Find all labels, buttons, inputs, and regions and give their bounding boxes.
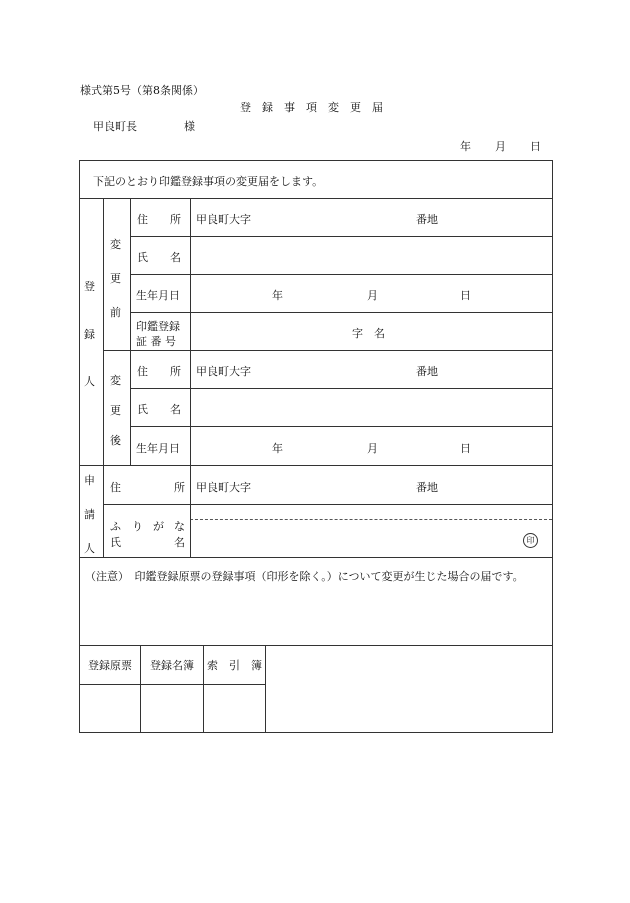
- before-birth-month: 月: [367, 289, 378, 302]
- before-birth-year: 年: [272, 289, 283, 302]
- furigana-dash: [190, 519, 552, 520]
- rule-after-name: [130, 426, 553, 427]
- rule-field-label-right: [190, 198, 191, 558]
- after-name-label: 氏 名: [137, 403, 181, 416]
- date-year-label: 年: [460, 140, 471, 153]
- statement-text: 下記のとおり印鑑登録事項の変更届をします。: [93, 175, 324, 188]
- before-address-suffix: 番地: [416, 213, 438, 226]
- form-number: 様式第5号（第8条関係）: [80, 84, 204, 97]
- seal-mark-icon: 印: [523, 533, 538, 548]
- registrant-label-2: 録: [84, 328, 95, 341]
- office-cell-2[interactable]: [141, 685, 203, 732]
- furigana-char-1: ふ: [110, 520, 121, 533]
- furigana-char-3: が: [153, 520, 164, 533]
- frame-top: [79, 160, 553, 161]
- rule-before-after: [103, 350, 553, 351]
- after-address-suffix: 番地: [416, 365, 438, 378]
- after-birth-day: 日: [460, 442, 471, 455]
- rule-before-address: [130, 236, 553, 237]
- frame-bottom: [79, 732, 553, 733]
- after-birth-month: 月: [367, 442, 378, 455]
- office-cell-3[interactable]: [204, 685, 265, 732]
- before-address-label: 住 所: [137, 213, 181, 226]
- note-text: （注意） 印鑑登録原票の登録事項（印形を除く。）について変更が生じた場合の届です。: [85, 570, 524, 583]
- furigana-char-2: り: [132, 520, 143, 533]
- office-col-index-book: 索 引 簿: [207, 659, 262, 672]
- furigana-char-4: な: [174, 520, 185, 533]
- addressee: 甲良町長: [93, 120, 137, 133]
- applicant-label-3: 人: [84, 542, 95, 555]
- office-col-registration-list: 登録名簿: [150, 659, 194, 672]
- after-birth-label: 生年月日: [136, 442, 180, 455]
- after-address-label: 住 所: [137, 365, 181, 378]
- rule-group-label-right: [103, 198, 104, 558]
- form-title: 登 録 事 項 変 更 届: [240, 101, 383, 114]
- office-cell-1[interactable]: [80, 685, 140, 732]
- applicant-name-label-b: 名: [174, 536, 185, 549]
- seal-cert-label-1: 印鑑登録: [136, 320, 180, 333]
- after-label-3: 後: [110, 434, 121, 447]
- before-label-3: 前: [110, 306, 121, 319]
- applicant-name-label-a: 氏: [110, 536, 121, 549]
- frame-right: [552, 160, 553, 733]
- before-label-2: 更: [110, 272, 121, 285]
- registrant-label-3: 人: [84, 375, 95, 388]
- rule-office-col3: [265, 645, 266, 733]
- honorific: 様: [184, 120, 195, 133]
- rule-statement-bottom: [79, 198, 553, 199]
- before-birth-day: 日: [460, 289, 471, 302]
- seal-cert-label-2: 証 番 号: [136, 335, 176, 348]
- rule-applicant-address: [103, 504, 553, 505]
- seal-cert-suffix: 字 名: [352, 327, 385, 340]
- after-address-prefix: 甲良町大字: [196, 365, 251, 378]
- date-month-label: 月: [495, 140, 506, 153]
- applicant-address-suffix: 番地: [416, 481, 438, 494]
- applicant-address-label-b: 所: [174, 481, 185, 494]
- rule-after-address: [130, 388, 553, 389]
- applicant-label-2: 請: [84, 508, 95, 521]
- after-label-1: 変: [110, 374, 121, 387]
- after-birth-year: 年: [272, 442, 283, 455]
- before-birth-label: 生年月日: [136, 289, 180, 302]
- applicant-label-1: 申: [84, 474, 95, 487]
- before-name-label: 氏 名: [137, 251, 181, 264]
- registrant-label-1: 登: [84, 280, 95, 293]
- before-address-prefix: 甲良町大字: [196, 213, 251, 226]
- after-label-2: 更: [110, 404, 121, 417]
- applicant-address-label-a: 住: [110, 481, 121, 494]
- rule-subgroup-right: [130, 198, 131, 466]
- office-col-registration-record: 登録原票: [88, 659, 132, 672]
- rule-before-name: [130, 274, 553, 275]
- rule-before-birth: [130, 312, 553, 313]
- rule-registrant-bottom: [79, 465, 553, 466]
- rule-applicant-bottom: [79, 557, 553, 558]
- date-day-label: 日: [530, 140, 541, 153]
- applicant-address-prefix: 甲良町大字: [196, 481, 251, 494]
- before-label-1: 変: [110, 238, 121, 251]
